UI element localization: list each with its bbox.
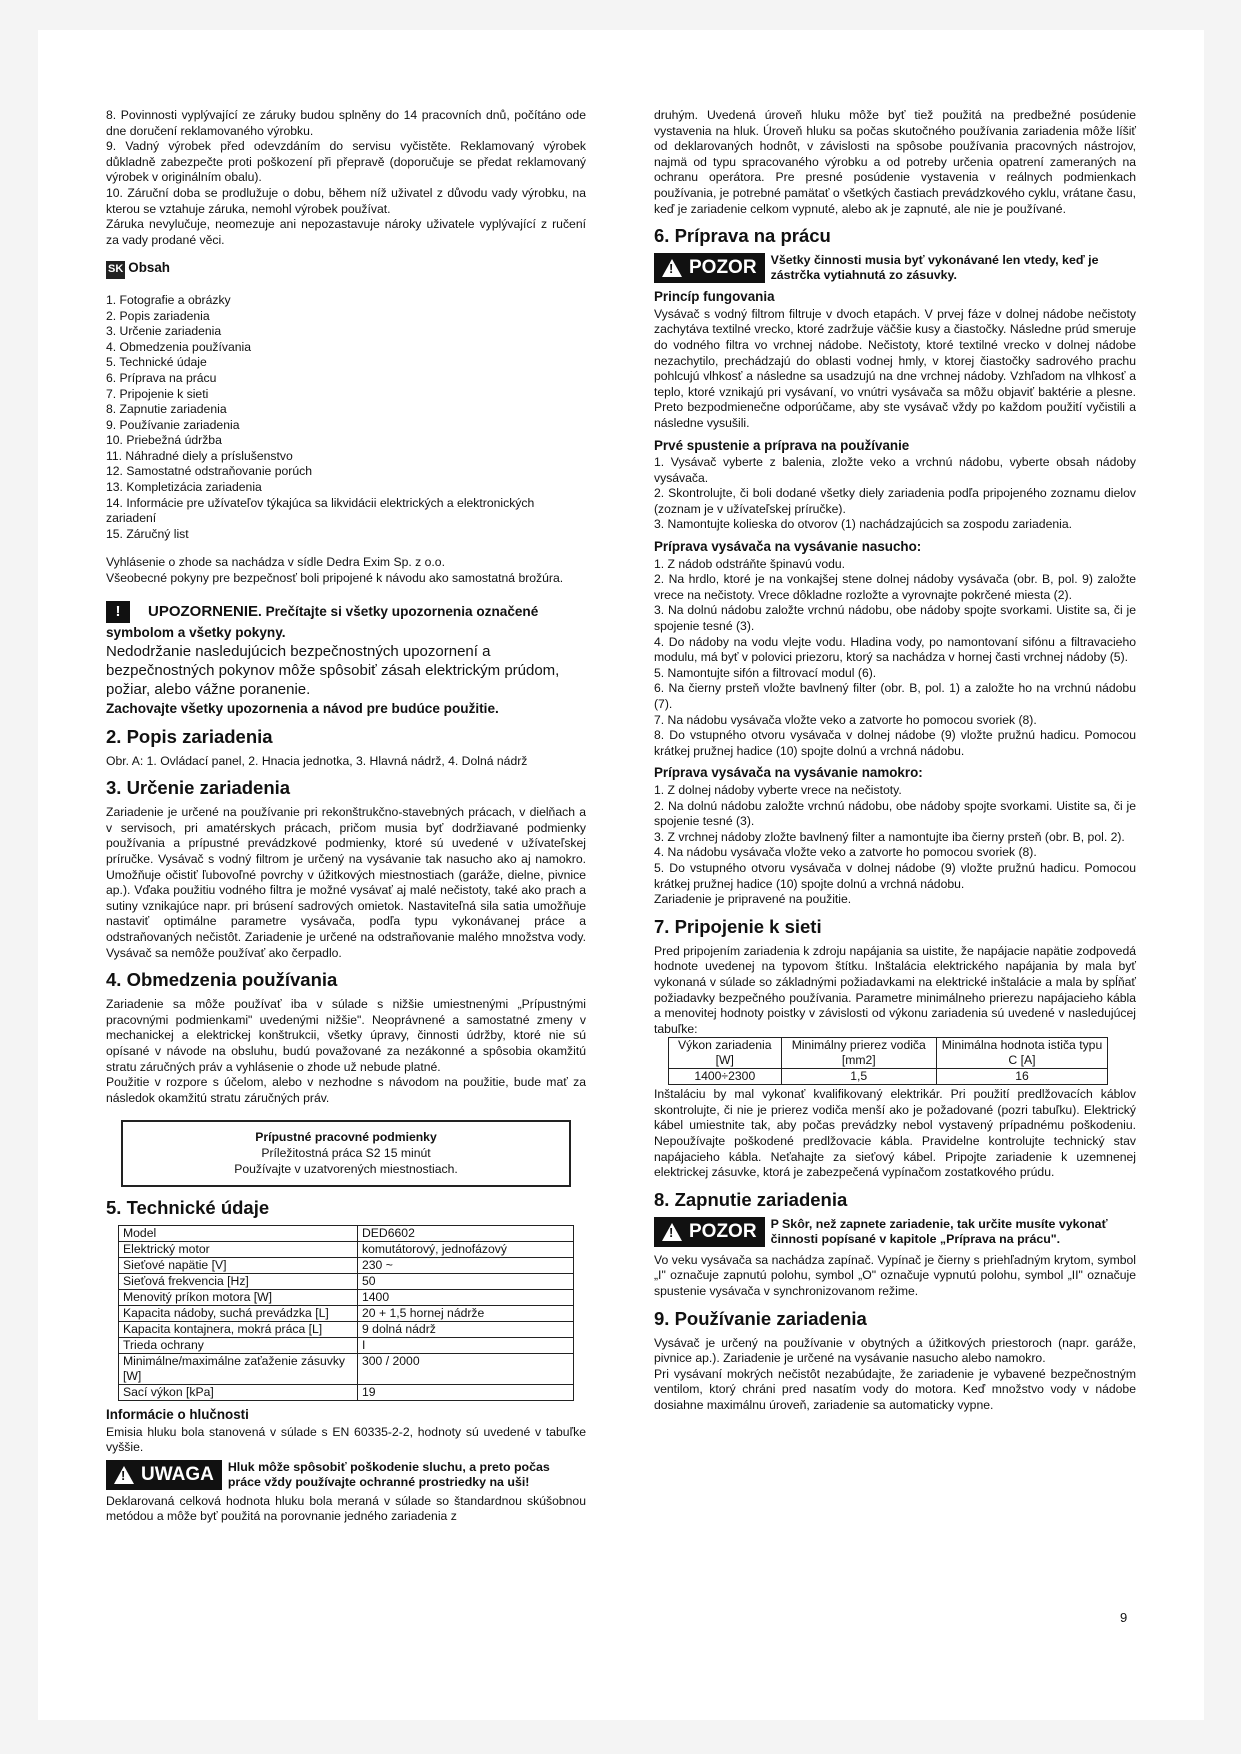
list-item: 3. Na dolnú nádobu založte vrchnú nádobu, obe nádoby spojte svorkami. Uistite sa, či je spojenie tesné (3).: [654, 603, 1136, 634]
list-item: 5. Do vstupného otvoru vysávača v dolnej nádobe (9) vložte pružnú hadicu. Pomocou krátkej pružnej hadice (10) spojte dolnú a vrchná nádobu.: [654, 860, 1136, 891]
table-row: [119, 1338, 574, 1354]
table-row: [669, 1069, 1108, 1085]
warning-heading-cont: . Prečítajte si všetky upozornenia označené symbolom a všetky pokyny.: [106, 603, 539, 640]
declared-text: Deklarovaná celková hodnota hluku bola meraná v súlade so štandardnou skúšobnou metódou a môže byť použitá na porovnanie jedného zariadenia z: [106, 1493, 586, 1524]
list-item: 4. Do nádoby na vodu vlejte vodu. Hladina vody, po namontovaní sifónu a filtravacieho modulu, má byť v polovici priezoru, ktorý sa nachádza v hornej časti vrchnej nádoby (5).: [654, 634, 1136, 665]
table-header-cell: Minimálna hodnota ističa typu C [A]: [936, 1038, 1107, 1069]
paragraph: 9. Vadný výrobek před odevzdáním do servisu vyčistěte. Reklamovaný výrobek důkladně zabezpečte proti poškození při přepravě (doporučuje se předat reklamovaný výrobek v originálním obalu).: [106, 139, 586, 185]
pozor-badge: [654, 253, 765, 283]
section-3-text: Zariadenie je určené na používanie pri rekonštrukčno-stavebných prácach, v dielňach a v servisoch, pri amatérskych prácach, pričom musia byť dodržiavané podmienky používania a prípustné prevádzkové podmienky, ktoré sú uvedené v užívateľskej príručke. Vysávač s vodný filtrom je určený na vysávanie tak nasucho ako aj namokro. Umožňuje očistiť ľubovoľné povrchy v úžitkových miestnostiach (garáže, dielne, pivnice ap.). Vďaka použitiu vodného filtra je možné vysávať aj malé nečistoty, také ako prach a sutiny vznikajúce napr. pri brúsení sadrových omietok. Nastaviteľná sila satia umožňuje nastaviť optimálne parametre vysávača, podľa typu vykonávanej práce a odstraňovaných nečistôt. Zariadenie je určené na odstraňovanie malého množstva vody. Vysávač sa nemôže používať ako čerpadlo.: [106, 805, 586, 960]
section-4-text: Zariadenie sa môže používať iba v súlade s nižšie umiestnenými „Prípustnými pracovnými podmienkami" uvedenými nižšie". Neoprávnené a samostatné zmeny v mechanickej a elektrickej konštrukcii, všetky úpravy, činnosti údržby, ktoré nie sú opísané v návode na obsluhu, budú považované za nezákonné a spôsobia okamžitú stratu záručných práv a vyhlásenie o zhode už nebude platné.: [106, 997, 586, 1074]
section-7-text: Pred pripojením zariadenia k zdroju napájania sa uistite, že napájacie napätie zodpovedá hodnote uvedenej na typovom štítku. Inštalácia elektrického napájania by mala byť vykonaná v súlade so základnými požiadavkami na elektrické inštalácie a mala by spĺňať požiadavky bezpečného používania. Parametre minimálneho prierezu napájacieho kábla a menovitej hodnoty poistky v závislosti od výkonu zariadenia sú uvedené v nasledujúcej tabuľke:: [654, 943, 1136, 1036]
toc-item: 3. Určenie zariadenia: [106, 324, 222, 339]
section-7-text-2: Inštaláciu by mal vykonať kvalifikovaný elektrikár. Pri použití predlžovacích káblov skontrolujte, či nie je prierez vodiča menší ako je požadované (pozri tabuľku). Elektrický kábel umiestnite tak, aby počas prevádzky nebol vystavený prípadnému poškodeniu. Nepoužívajte poškodené predlžovacie kábla. Pravidelne kontrolujte technický stav napájacieho kábla. Neťahajte za sieťový kábel. Pripojte zariadenie k uzemnenej elektrickej zásuvke, ktorá je zabezpečená vypínačom zostatkového prúdu.: [654, 1087, 1136, 1180]
toc-item: 5. Technické údaje: [106, 355, 207, 370]
sk-language-badge: SK: [106, 261, 125, 279]
list-item: Zariadenie je pripravené na použitie.: [654, 892, 852, 907]
table-cell: 230 ~: [358, 1258, 574, 1274]
list-item: 2. Na dolnú nádobu založte vrchnú nádobu, obe nádoby spojte svorkami. Uistite sa, či je spojenie tesné (3).: [654, 798, 1136, 829]
toc-item: 8. Zapnutie zariadenia: [106, 402, 227, 417]
pozor-badge: [654, 1217, 765, 1247]
table-row: [119, 1290, 574, 1306]
section-4-title: 4. Obmedzenia používania: [106, 969, 338, 991]
list-item: 3. Z vrchnej nádoby zložte bavlnený filter a namontujte iba čierny prsteň (obr. B, pol. 2).: [654, 829, 1125, 844]
pozor-label: POZOR: [689, 1221, 757, 1243]
box-line: Používajte v uzatvorených miestnostiach.: [234, 1161, 458, 1176]
table-cell: Sieťové napätie [V]: [119, 1258, 358, 1274]
paragraph: 10. Záruční doba se prodlužuje o dobu, během níž uživatel z důvodu vady výrobku, na kterou se vztahuje záruka, nemohl výrobek používat.: [106, 185, 586, 216]
toc-item: 15. Záručný list: [106, 526, 189, 541]
toc-item: 14. Informácie pre užívateľov týkajúca sa likvidácii elektrických a elektronických zariadení: [106, 495, 535, 526]
section-8-title: 8. Zapnutie zariadenia: [654, 1188, 848, 1210]
tech-table: [118, 1225, 574, 1401]
list-item: 4. Na nádobu vysávača vložte veko a zatvorte ho pomocou svoriek (8).: [654, 845, 1037, 860]
pozor-text: P Skôr, než zapnete zariadenie, tak určite musíte vykonať činnosti popísané v kapitole „Príprava na prácu".: [770, 1216, 1108, 1246]
table-cell: 9 dolná nádrž: [358, 1322, 574, 1338]
table-cell: 1400÷2300: [669, 1069, 782, 1085]
table-header-cell: Výkon zariadenia [W]: [669, 1038, 782, 1069]
toc-item: 11. Náhradné diely a príslušenstvo: [106, 448, 293, 463]
box-title: Prípustné pracovné podmienky: [255, 1130, 437, 1145]
noise-title: Informácie o hlučnosti: [106, 1407, 249, 1423]
section-3-title: 3. Určenie zariadenia: [106, 777, 291, 799]
list-item: 6. Na čierny prsteň vložte bavlnený filter (obr. B, pol. 1) a založte ho na vrchnú nádobu (7).: [654, 681, 1136, 711]
table-cell: 16: [936, 1069, 1107, 1085]
table-cell: Trieda ochrany: [119, 1338, 358, 1354]
warning-triangle-icon: !: [669, 1224, 674, 1240]
section-6-title: 6. Príprava na prácu: [654, 225, 831, 247]
section-2-title: 2. Popis zariadenia: [106, 725, 273, 747]
toc-item: 4. Obmedzenia používania: [106, 339, 251, 354]
toc-item: 10. Priebežná údržba: [106, 433, 222, 448]
conformity-note: Vyhlásenie o zhode sa nachádza v sídle Dedra Exim Sp. z o.o.: [106, 555, 445, 570]
table-cell: DED6602: [358, 1226, 574, 1242]
box-line: Príležitostná práca S2 15 minút: [261, 1145, 431, 1160]
section-9-text: Vysávač je určený na používanie v obytných a úžitkových priestoroch (napr. garáže, pivnice ap.). Zariadenie je určené na vysávanie nasucho alebo namokro.: [654, 1335, 1136, 1366]
warning-icon: !: [106, 601, 130, 623]
table-cell: Kapacita kontajnera, mokrá práca [L]: [119, 1322, 358, 1338]
section-4-text: Použitie v rozpore s účelom, alebo v nezhodne s návodom na použitie, bude mať za následok okamžitú stratu záručných práv.: [106, 1075, 586, 1105]
table-row: [119, 1274, 574, 1290]
section-7-title: 7. Pripojenie k sieti: [654, 915, 822, 937]
noise-continuation: druhým. Uvedená úroveň hluku môže byť tiež použitá na predbežné posúdenie vystavenia na hluk. Úroveň hluku sa počas skutočného používania zariadenia môže líšiť od deklarovaných hodnôt, v závislosti na spôsobe používania pracovných nástrojov, najmä od typu spracovaného výrobku a od potreby určenia opatrení zameraných na ochranu operátora. Pre presné posúdenie vystavenia v reálnych podmienkach používania, je potrebné pamätať o všetkých častiach prevádzkového cyklu, vrátane času, keď je zariadenie celkom vypnuté, alebo ak je zapnuté, ale nie je používané.: [654, 108, 1136, 216]
pozor-text: Všetky činnosti musia byť vykonávané len vtedy, keď je zástrčka vytiahnutá zo zásuvky.: [770, 253, 1099, 283]
toc-item: 12. Samostatné odstraňovanie porúch: [106, 464, 312, 479]
table-row: [119, 1242, 574, 1258]
table-row: [119, 1354, 574, 1385]
section-9-text: Pri vysávaní mokrých nečistôt nezabúdajte, že zariadenie je vybavené bezpečnostným ventilom, ktorý chráni pred nasatím vody do motora. Keď množstvo vody v nádobe dosiahne maximálnu úroveň, zariadenie sa automaticky vypne.: [654, 1366, 1136, 1412]
pozor-label: POZOR: [689, 257, 757, 279]
table-row: [119, 1322, 574, 1338]
page-number: 9: [1120, 1610, 1128, 1625]
section-9-title: 9. Používanie zariadenia: [654, 1307, 867, 1329]
table-row: [119, 1385, 574, 1401]
warranty-intro: [106, 108, 586, 248]
section-8-text: Vo veku vysávača sa nachádza zapínač. Vypínač je čierny s priehľadným krytom, symbol „I" označuje zapnutú polohu, symbol „O" označuje vypnutú polohu, symbol „II" označuje spustenie vysávača v synchronizovanom režime.: [654, 1252, 1136, 1299]
list-item: 7. Na nádobu vysávača vložte veko a zatvorte ho pomocou svoriek (8).: [654, 712, 1037, 727]
first-start-title: Prvé spustenie a príprava na používanie: [654, 437, 910, 453]
operating-conditions-box: [121, 1120, 571, 1187]
table-cell: I: [358, 1338, 574, 1354]
toc-item: 7. Pripojenie k sieti: [106, 386, 209, 401]
warning-block: [106, 601, 586, 718]
table-cell: 50: [358, 1274, 574, 1290]
list-item: 2. Na hrdlo, ktoré je na vonkajšej stene dolnej nádoby vysávača (obr. B, pol. 9) založte vrece na nečistoty. Vrece dôkladne rozložte a vyrovnajte pokrčené miesta (2).: [654, 572, 1136, 602]
right-column: [654, 108, 1136, 1414]
uwaga-badge: [106, 1460, 222, 1490]
toc-item: 1. Fotografie a obrázky: [106, 292, 231, 307]
section-5-title: 5. Technické údaje: [106, 1197, 270, 1219]
list-item: 5. Namontujte sifón a filtrovací modul (6).: [654, 665, 877, 680]
section-2-text: Obr. A: 1. Ovládací panel, 2. Hnacia jednotka, 3. Hlavná nádrž, 4. Dolná nádrž: [106, 753, 528, 768]
warning-body: Nedodržanie nasledujúcich bezpečnostných upozornení a bezpečnostných pokynov môže spôsobiť zásah elektrickým prúdom, požiar, alebo vážne poranenie.: [106, 642, 560, 698]
table-cell: komutátorový, jednofázový: [358, 1242, 574, 1258]
principle-text: Vysávač s vodný filtrom filtruje v dvoch etapách. V prvej fáze v dolnej nádobe nečistoty zachytáva textilné vrecko, ktoré zadržuje väčšie kusy a čiastočky. Následne prúd smeruje do vodného filtra vo vrchnej nádobe. Nečistoty, ktoré textilné vrecko v dolnej nádobe nezachytilo, prechádzajú do oblasti vodnej hmly, v ktorej čiastočky sadrového prachu pohlcujú vlhkosť a následne sa usadzujú na dne vrchnej nádoby. Vzhľadom na vlhkosť a teplo, ktoré vznikajú pri vysávaní, vo vnútri vysávača sa môžu objaviť baktérie a plesne. Preto bezpodmienečne odporúčame, aby ste vysávač vždy po každom použití vyčistili a následne vysušili.: [654, 306, 1136, 430]
table-cell: Minimálne/maximálne zaťaženie zásuvky [W]: [119, 1354, 358, 1385]
toc-heading: [106, 260, 586, 279]
table-cell: Sací výkon [kPa]: [119, 1385, 358, 1401]
principle-title: Princíp fungovania: [654, 289, 775, 305]
pozor-row: [654, 1217, 1136, 1247]
table-cell: 20 + 1,5 hornej nádrže: [358, 1306, 574, 1322]
list-item: 2. Skontrolujte, či boli dodané všetky diely zariadenia podľa pripojeného zoznamu dielov (zoznam je v užívateľskej príručke).: [654, 486, 1136, 516]
toc-item: 9. Používanie zariadenia: [106, 417, 240, 432]
noise-text: Emisia hluku bola stanovená v súlade s EN 60335-2-2, hodnoty sú uvedené v tabuľke vyššie.: [106, 1424, 586, 1455]
table-cell: Kapacita nádoby, suchá prevádzka [L]: [119, 1306, 358, 1322]
pozor-row: [654, 253, 1136, 283]
uwaga-label: UWAGA: [141, 1464, 214, 1486]
paragraph: Záruka nevylučuje, neomezuje ani nepozastavuje nároky uživatele vyplývající z ručení za vady prodané věci.: [106, 217, 586, 247]
table-header-cell: Minimálny prierez vodiča [mm2]: [781, 1038, 936, 1069]
safety-note: Všeobecné pokyny pre bezpečnosť boli pripojené k návodu ako samostatná brožúra.: [106, 571, 564, 586]
paragraph: 8. Povinnosti vyplývající ze záruky budou splněny do 14 pracovních dnů, počítáno ode dne doručení reklamovaného výrobku.: [106, 108, 586, 138]
list-item: 1. Z nádob odstráňte špinavú vodu.: [654, 556, 846, 571]
table-of-contents: [106, 293, 586, 543]
table-row: [119, 1226, 574, 1242]
uwaga-text: Hluk môže spôsobiť poškodenie sluchu, a preto počas práce vždy používajte ochranné prostriedky na uši!: [227, 1459, 550, 1489]
table-row: [669, 1038, 1108, 1069]
wet-title: Príprava vysávača na vysávanie namokro:: [654, 765, 923, 781]
warning-triangle-icon: !: [121, 1467, 126, 1483]
list-item: 1. Vysávač vyberte z balenia, zložte veko a vrchnú nádobu, vyberte obsah nádoby vysávača.: [654, 455, 1136, 485]
list-item: 1. Z dolnej nádoby vyberte vrece na nečistoty.: [654, 782, 902, 797]
toc-item: 2. Popis zariadenia: [106, 308, 210, 323]
warning-triangle-icon: !: [669, 261, 674, 277]
list-item: 8. Do vstupného otvoru vysávača v dolnej nádobe (9) vložte pružnú hadicu. Pomocou krátkej pružnej hadice (10) spojte dolnú a vrchná nádobu.: [654, 728, 1136, 758]
table-cell: 1,5: [781, 1069, 936, 1085]
toc-item: 6. Príprava na prácu: [106, 370, 217, 385]
warning-bold: Zachovajte všetky upozornenia a návod pre budúce použitie.: [106, 700, 499, 716]
table-cell: 300 / 2000: [358, 1354, 574, 1385]
toc-title: Obsah: [128, 260, 170, 276]
table-cell: 19: [358, 1385, 574, 1401]
dry-title: Príprava vysávača na vysávanie nasucho:: [654, 539, 922, 555]
toc-item: 13. Kompletizácia zariadenia: [106, 480, 262, 495]
table-cell: Sieťová frekvencia [Hz]: [119, 1274, 358, 1290]
table-cell: Model: [119, 1226, 358, 1242]
cable-table: [668, 1037, 1108, 1085]
table-row: [119, 1258, 574, 1274]
warning-heading: UPOZORNENIE: [148, 602, 259, 620]
table-cell: Menovitý príkon motora [W]: [119, 1290, 358, 1306]
table-cell: Elektrický motor: [119, 1242, 358, 1258]
uwaga-row: [106, 1460, 586, 1490]
left-column: [106, 108, 586, 1525]
list-item: 3. Namontujte kolieska do otvorov (1) nachádzajúcich sa zospodu zariadenia.: [654, 517, 1072, 532]
table-row: [119, 1306, 574, 1322]
table-cell: 1400: [358, 1290, 574, 1306]
